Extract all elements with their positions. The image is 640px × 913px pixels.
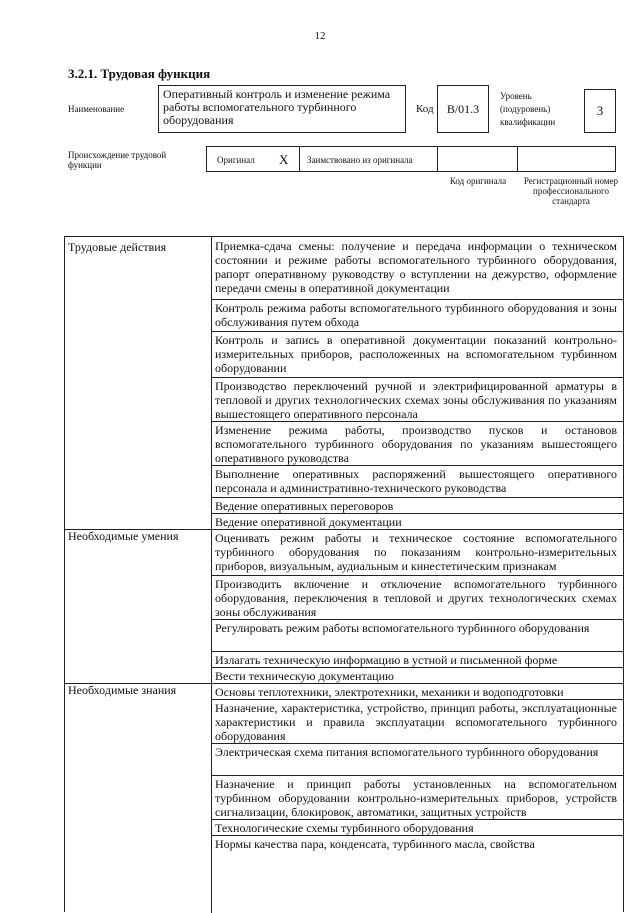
table-row: Контроль и запись в оперативной документации показаний контрольно-измерительных приборов, расположенных на вспомогательном турбинном оборудовании xyxy=(215,333,617,375)
table-row: Электрическая схема питания вспомогательного турбинного оборудования xyxy=(215,745,599,759)
row-divider xyxy=(211,835,623,836)
row-divider xyxy=(211,513,623,514)
table-row: Выполнение оперативных распоряжений вышестоящего оперативного персонала и административно-технического руководства xyxy=(215,467,617,495)
row-divider xyxy=(211,699,623,700)
table-row: Излагать техническую информацию в устной и письменной форме xyxy=(215,653,558,667)
section-title: 3.2.1. Трудовая функция xyxy=(68,66,211,81)
code-label: Код xyxy=(416,103,434,115)
original-mark: X xyxy=(279,152,289,167)
table-row: Нормы качества пара, конденсата, турбинного масла, свойства xyxy=(215,837,535,851)
category-knowledge: Необходимые знания xyxy=(68,683,177,697)
table-row: Назначение, характеристика, устройство, принцип работы, эксплуатационные характеристики и правила эксплуатации вспомогательного турбинного оборудования xyxy=(215,701,617,743)
origin-row xyxy=(206,146,616,172)
row-divider xyxy=(211,497,623,498)
level-value: 3 xyxy=(596,103,604,118)
code-value: B/01.3 xyxy=(446,101,480,116)
row-divider xyxy=(211,377,623,378)
table-row: Назначение и принцип работы установленных на вспомогательном турбинном оборудовании контрольно-измерительных приборов, устройств сигнализации, блокировок, автоматики, защитных устройств xyxy=(215,777,617,819)
table-row: Производить включение и отключение вспомогательного турбинного оборудования, переключения в тепловой и других технологических схемах зоны обслуживания xyxy=(215,577,617,619)
row-divider xyxy=(211,331,623,332)
name-label: Наименование xyxy=(68,104,125,114)
row-divider xyxy=(211,299,623,300)
row-divider xyxy=(211,465,623,466)
divider xyxy=(517,147,518,171)
level-label: Уровень (подуровень) квалификации xyxy=(500,91,556,127)
table-row: Производство переключений ручной и электрифицированной арматуры в тепловой и других технологических схемах зоны обслуживания по указаниям вышестоящего оперативного персонала xyxy=(215,379,617,421)
table-row: Приемка-сдача смены: получение и передача информации о техническом состоянии и режиме работы вспомогательного турбинного оборудования, рапорт оперативному руководству о вступлении на дежурство, оформление передачи смены в оперативной документации xyxy=(215,239,617,295)
table-row: Основы теплотехники, электротехники, механики и водоподготовки xyxy=(215,685,564,699)
table-row: Регулировать режим работы вспомогательного турбинного оборудования xyxy=(215,621,590,635)
row-divider xyxy=(211,651,623,652)
function-name-box xyxy=(158,85,406,133)
section-divider xyxy=(65,529,623,530)
divider xyxy=(437,147,438,171)
borrowed-label: Заимствовано из оригинала xyxy=(307,155,413,165)
row-divider xyxy=(211,775,623,776)
table-row: Ведение оперативной документации xyxy=(215,515,402,529)
code-value-box xyxy=(437,85,489,133)
divider xyxy=(299,147,300,171)
function-name-value: Оперативный контроль и изменение режима работы вспомогательного турбинного оборудования xyxy=(163,87,391,127)
table-row: Вести техническую документацию xyxy=(215,669,394,683)
row-divider xyxy=(211,667,623,668)
table-row: Технологические схемы турбинного оборудования xyxy=(215,821,474,835)
labor-function-table xyxy=(64,236,624,912)
table-row: Ведение оперативных переговоров xyxy=(215,499,394,513)
table-row: Оценивать режим работы и техническое состояние вспомогательного турбинного оборудования по показаниям контрольно-измерительных приборов, визуальным, аудиальным и кинестетическим признакам xyxy=(215,531,617,573)
row-divider xyxy=(211,421,623,422)
category-skills: Необходимые умения xyxy=(68,529,179,543)
table-row: Контроль режима работы вспомогательного турбинного оборудования и зоны обслуживания путем обхода xyxy=(215,301,617,329)
row-divider xyxy=(211,743,623,744)
row-divider xyxy=(211,575,623,576)
level-value-box xyxy=(584,89,616,133)
section-divider xyxy=(65,683,623,684)
original-label: Оригинал xyxy=(217,155,255,165)
page-number: 12 xyxy=(314,30,326,42)
code-original-caption: Код оригинала xyxy=(449,176,507,186)
category-labor-actions: Трудовые действия xyxy=(68,240,167,254)
row-divider xyxy=(211,619,623,620)
origin-label: Происхождение трудовой функции xyxy=(68,150,167,170)
reg-number-caption: Регистрационный номер профессионального стандарта xyxy=(523,176,619,206)
table-row: Изменение режима работы, производство пусков и остановов вспомогательного турбинного оборудования по указаниям вышестоящего оперативного руководства xyxy=(215,423,617,465)
row-divider xyxy=(211,819,623,820)
